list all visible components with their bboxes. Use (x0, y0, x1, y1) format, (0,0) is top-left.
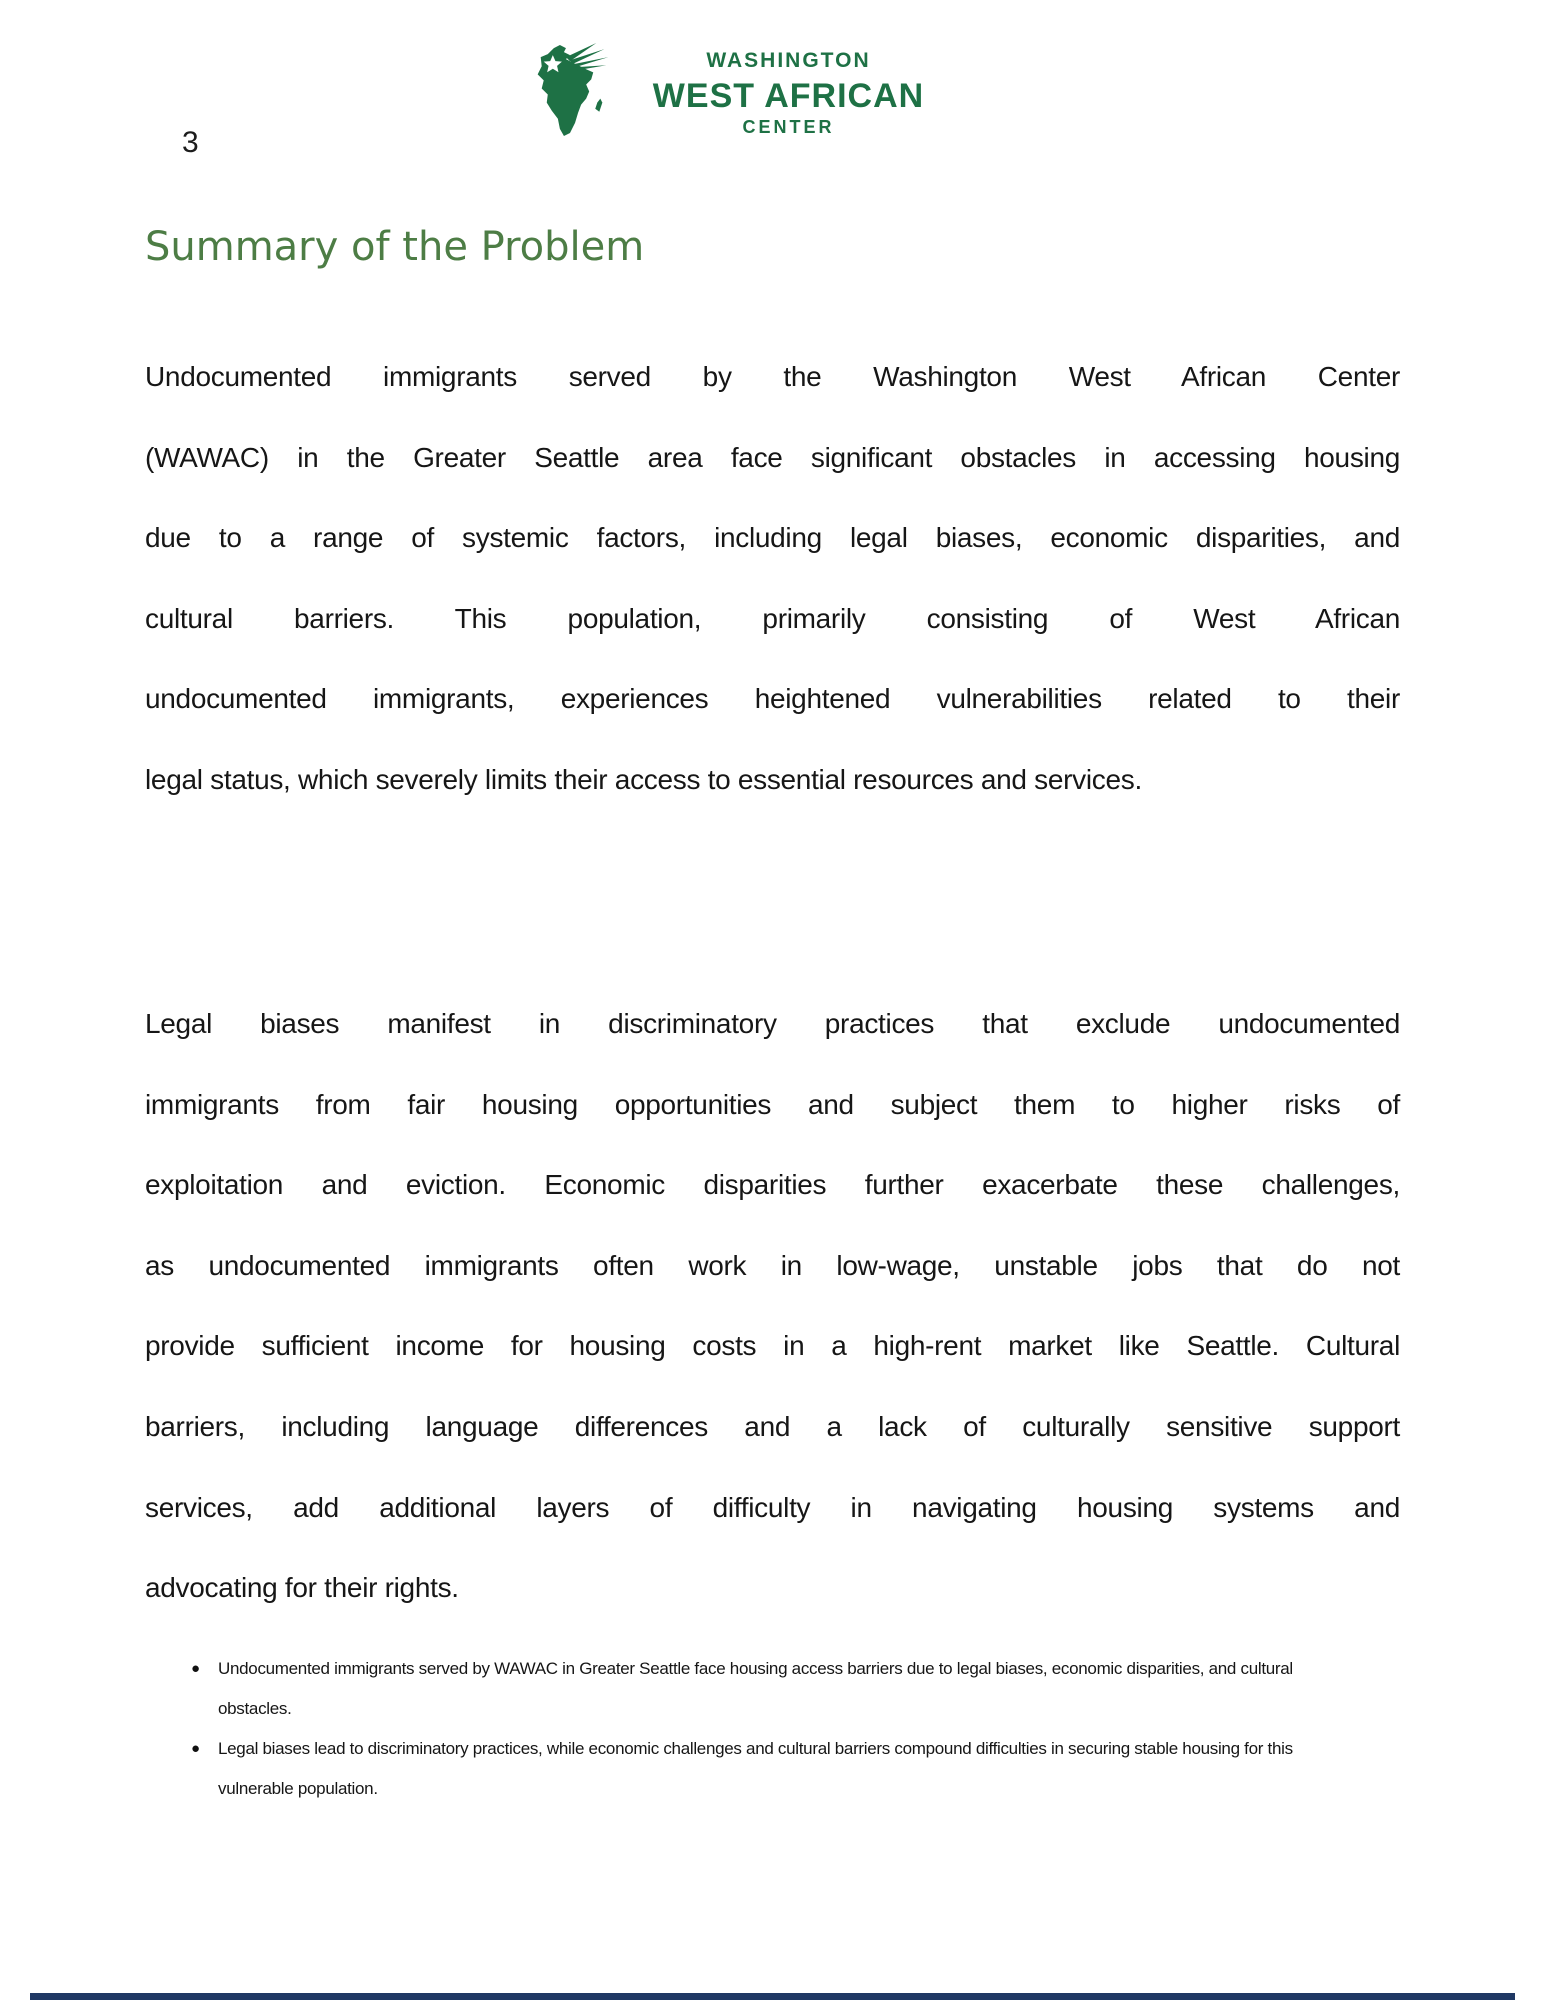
paragraph-2 (145, 984, 1400, 1629)
text-line: barriers, including language differences and a lack of culturally sensitive support (145, 1410, 1400, 1442)
text-line: Legal biases lead to discriminatory practices, while economic challenges and cultural barriers compound difficulties in securing stable housing for this (218, 1739, 1293, 1758)
text-line: Legal biases manifest in discriminatory practices that exclude undocumented (145, 1008, 1400, 1039)
text-line: as undocumented immigrants often work in low-wage, unstable jobs that do not (145, 1249, 1400, 1281)
bullet-dot-icon: ● (191, 1740, 201, 1757)
text-line: services, add additional layers of difficulty in navigating housing systems and (145, 1491, 1400, 1523)
text-line: Undocumented immigrants served by WAWAC in Greater Seattle face housing access barriers due to legal biases, economic disparities, and cultural (218, 1659, 1293, 1678)
text-line: (WAWAC) in the Greater Seattle area face significant obstacles in accessing housing (145, 441, 1400, 473)
bullet-2-text (218, 1729, 1433, 1809)
footer-accent-bar (30, 1993, 1515, 2000)
page-number: 3 (182, 126, 199, 159)
org-logo (518, 40, 938, 145)
text-line: advocating for their rights. (145, 1572, 459, 1604)
text-line: Undocumented immigrants served by the Washington West African Center (145, 361, 1400, 392)
text-line: provide sufficient income for housing costs in a high-rent market like Seattle. Cultural (145, 1330, 1400, 1362)
logo-center-label: CENTER (742, 117, 835, 137)
text-line: vulnerable population. (218, 1779, 378, 1798)
bullet-item-1 (183, 1649, 1433, 1729)
bullet-1-text (218, 1649, 1433, 1729)
bullet-dot-icon: ● (191, 1660, 201, 1677)
org-logo-text (646, 50, 931, 137)
text-line: due to a range of systemic factors, including legal biases, economic disparities, and (145, 522, 1400, 554)
logo-west-african-label: WEST AFRICAN (652, 77, 925, 115)
text-line: immigrants from fair housing opportunities and subject them to higher risks of (145, 1088, 1400, 1120)
text-line: cultural barriers. This population, primarily consisting of West African (145, 602, 1400, 634)
africa-map-star-rays-icon (518, 42, 622, 138)
text-line: exploitation and eviction. Economic disparities further exacerbate these challenges, (145, 1169, 1400, 1201)
bullet-item-2 (183, 1729, 1433, 1809)
text-line: legal status, which severely limits their access to essential resources and services. (145, 763, 1142, 795)
text-line: obstacles. (218, 1699, 292, 1718)
logo-washington-label: WASHINGTON (706, 49, 871, 72)
paragraph-1 (145, 337, 1400, 821)
text-line: undocumented immigrants, experiences heightened vulnerabilities related to their (145, 683, 1400, 715)
section-heading: Summary of the Problem (145, 224, 645, 270)
